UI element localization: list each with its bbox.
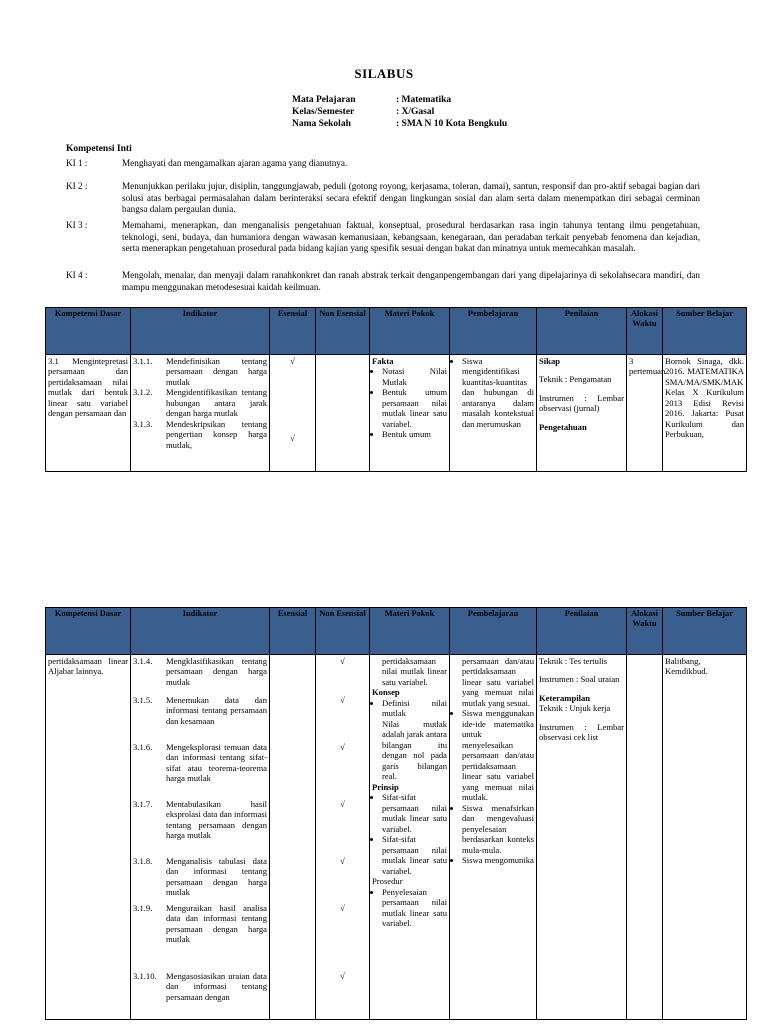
indicator-number: 3.1.8.: [133, 856, 153, 866]
materi-item: • Notasi Nilai Mutlak: [382, 366, 447, 387]
indicator-number: 3.1.1.: [133, 356, 153, 366]
pembelajaran-item: • Siswa menafsirkan dan mengevaluasi penyelesaian berdasarkan konteks mula-mula.: [462, 803, 534, 855]
table-header-row: [46, 608, 747, 655]
header-sumber-belajar: Sumber Belajar: [663, 308, 747, 355]
ki-text: Memahami, menerapkan, dan menganalisis pengetahuan faktual, konseptual, prosedural berdasarkan rasa ingin tahunya tentang ilmu pengetahuan, teknologi, seni, budaya, dan humaniora dengan wawasan kemanusiaan, kebangsaan, kenegaraan, dan peradaban terkait penyebab fenomena dan kejadian, serta menerapkan pengetahuan prosedural pada bidang kajian yang spesifik sesuai dengan bakat dan minatnya untuk memecahkan masalah.: [122, 220, 700, 253]
esensial-cell: [270, 355, 316, 472]
indicator-text: Mendeskripsikan tentang pengertian konsep harga mutlak,: [166, 418, 267, 450]
table-header-row: [46, 308, 747, 355]
materi-lead: pertidaksamaan nilai mutlak linear satu variabel.: [382, 656, 447, 687]
pembelajaran-item: • Siswa menggunakan ide-ide matematika untuk menyelesaikan persamaan dan/atau pertidaksamaan linear satu variabel yang memuat nilai mutlak.: [462, 708, 534, 802]
ki-text: Mengolah, menalar, dan menyaji dalam ranahkonkret dan ranah abstrak terkait denganpengembangan dari yang dipelajarinya di sekolahsecara mandiri, dan mampu menggunakan metodesesuai kaidah keilmuan.: [122, 270, 700, 292]
header-indikator: Indikator: [131, 608, 270, 655]
header-penilaian: Penilaian: [537, 608, 627, 655]
indicator-number: 3.1.7.: [133, 799, 153, 809]
indikator-cell: [131, 655, 270, 1020]
indicator-item: [133, 971, 267, 1002]
penilaian-cell: [537, 355, 627, 472]
header-pembelajaran: Pembelajaran: [450, 608, 537, 655]
header-esensial: Esensial: [270, 608, 316, 655]
materi-item: • Definisi nilai mutlak: [382, 698, 447, 719]
alokasi-waktu-cell: [627, 355, 666, 472]
indicator-number: 3.1.6.: [133, 742, 153, 752]
header-materi-pokok: Materi Pokok: [370, 308, 450, 355]
penilaian-cell: [537, 655, 627, 1020]
materi-item: • Penyelesaian persamaan nilai mutlak linear satu variabel.: [382, 887, 447, 929]
ki-label: KI 3 :: [66, 220, 88, 230]
materi-text: Nilai mutlak adalah jarak antara bilangan itu dengan nol pada garis bilangan real.: [382, 718, 447, 782]
non-esensial-cell: [316, 355, 370, 472]
meta-label: Kelas/Semester: [292, 107, 355, 117]
materi-pokok-cell: [370, 655, 450, 1020]
page-title: SILABUS: [354, 66, 414, 81]
ki-item: [66, 158, 700, 170]
header-kompetensi-dasar: Kompetensi Dasar: [46, 308, 131, 355]
header-penilaian: Penilaian: [537, 308, 627, 355]
check-mark: √: [340, 903, 345, 913]
penilaian-instrumen: Instrumen : Soal uraian: [539, 674, 620, 685]
materi-item: • Bentuk umum persamaan nilai mutlak linear satu variabel.: [382, 387, 447, 429]
indicator-item: [133, 799, 267, 856]
check-mark: √: [340, 695, 345, 705]
header-alokasi-waktu: Alokasi Waktu: [627, 308, 663, 355]
materi-heading: Fakta: [372, 356, 394, 366]
pembelajaran-lead: persamaan dan/atau pertidaksamaan linear satu variabel yang memuat nilai mutlak yang sesuai.: [462, 656, 534, 708]
alokasi-text: 3 pertemuan: [629, 356, 666, 377]
indicator-item: [133, 742, 267, 799]
check-mark: √: [290, 433, 295, 444]
penilaian-teknik: Teknik : Unjuk kerja: [539, 703, 611, 714]
indicator-text: Mengeksplorasi temuan data dan informasi tentang sifat-sifat atau teorema-teorema harga mutlak: [166, 742, 267, 784]
ki-item: [66, 181, 700, 216]
materi-heading-konsep: Konsep: [372, 687, 400, 698]
indicator-item: [133, 419, 267, 450]
indicator-text: Menguraikan hasil analisa data dan informasi tentang persamaan dengan harga mutlak: [166, 903, 267, 945]
materi-item: • Bentuk umum: [382, 429, 447, 439]
header-kompetensi-dasar: Kompetensi Dasar: [46, 608, 131, 655]
ki-text: Menunjukkan perilaku jujur, disiplin, tanggungjawab, peduli (gotong royong, kerjasama, toleran, damai), santun, responsif dan pro-aktif sebagai bagian dari solusi atas berbagai permasalahan dalam berinteraksi secara efektif dengan lingkungan sosial dan alam serta dalam menempatkan diri sebagai cerminan bangsa dalam pergaulan dunia.: [122, 181, 700, 214]
header-non-esensial: Non Esensial: [316, 608, 370, 655]
penilaian-teknik: Teknik : Tes tertulis: [539, 656, 608, 666]
header-sumber-belajar: Sumber Belajar: [663, 608, 747, 655]
ki-label: KI 1 :: [66, 158, 88, 168]
sumber-belajar-cell: [663, 355, 747, 472]
header-materi-pokok: Materi Pokok: [370, 608, 450, 655]
table-row: [46, 355, 747, 472]
ki-text: Menghayati dan mengamalkan ajaran agama yang dianutnya.: [122, 158, 348, 168]
materi-pokok-cell: [370, 355, 450, 472]
indicator-item: [133, 903, 267, 971]
meta-value: : X/Gasal: [396, 107, 435, 117]
kd-text: 3.1 Mengintepretasi persamaan dan pertidaksamaan nilai mutlak dari bentuk linear satu variabel dengan persamaan dan: [48, 356, 128, 419]
check-mark: √: [290, 356, 295, 366]
indicator-text: Mentabulasikan hasil eksprolasi data dan informasi tentang persamaan dengan harga mutlak: [166, 799, 267, 841]
penilaian-keterampilan: Keterampilan: [539, 692, 591, 703]
indicator-number: 3.1.3.: [133, 418, 153, 429]
ki-label: KI 2 :: [66, 181, 88, 191]
non-esensial-cell: [316, 655, 370, 1020]
sumber-text: Balitbang, Kemdikbud.: [665, 656, 708, 677]
indicator-number: 3.1.2.: [133, 387, 153, 398]
check-mark: √: [340, 656, 345, 666]
meta-value: : SMA N 10 Kota Bengkulu: [396, 119, 508, 129]
alokasi-waktu-cell: [627, 655, 663, 1020]
indicator-number: 3.1.9.: [133, 903, 153, 913]
check-mark: √: [340, 742, 345, 752]
check-mark: √: [340, 799, 345, 809]
ki-item: [66, 220, 700, 255]
ki-heading: Kompetensi Inti: [66, 144, 132, 154]
ki-label: KI 4 :: [66, 270, 88, 280]
sumber-text: Bornok Sinaga, dkk. 2016. MATEMATIKA SMA/MA/SMK/MAK Kelas X Kurikulum 2013 Edisi Revisi 2016. Jakarta: Pusat Kurikulum dan Perbukuan,: [665, 356, 744, 440]
header-non-esensial: Non Esensial: [316, 308, 370, 355]
pembelajaran-cell: [450, 355, 537, 472]
indicator-item: [133, 856, 267, 903]
kompetensi-dasar-cell: [46, 355, 131, 472]
header-esensial: Esensial: [270, 308, 316, 355]
sumber-belajar-cell: [663, 655, 747, 1020]
ki-item: [66, 270, 700, 293]
kd-text: pertidaksamaan linear Aljabar lainnya.: [48, 656, 128, 677]
table-row: [46, 655, 747, 1020]
indicator-text: Mendefinisikan tentang persamaan dengan harga mutlak: [166, 356, 267, 387]
syllabus-table-2: [45, 607, 747, 1020]
header-alokasi-waktu: Alokasi Waktu: [627, 608, 663, 655]
meta-label: Nama Sekolah: [292, 119, 351, 129]
indicator-text: Mengklasifikasikan tentang persamaan dengan harga mutlak: [166, 656, 267, 687]
document-meta: [292, 95, 507, 131]
header-pembelajaran: Pembelajaran: [450, 308, 537, 355]
indicator-text: Mengidentifikasikan tentang hubungan antara jarak dengan harga mutlak: [166, 387, 267, 419]
pembelajaran-cell: [450, 655, 537, 1020]
indicator-item: [133, 356, 267, 387]
kompetensi-dasar-cell: [46, 655, 131, 1020]
pembelajaran-item: • Siswa mengidentifikasi kuantitas-kuantitas dan hubungan di antaranya dalam masalah kontekstual dan merumuskan: [462, 356, 534, 429]
penilaian-pengetahuan: Pengetahuan: [539, 421, 587, 432]
indicator-number: 3.1.4.: [133, 656, 153, 666]
indicator-number: 3.1.5.: [133, 695, 153, 705]
indicator-item: [133, 656, 267, 695]
indicator-item: [133, 695, 267, 742]
materi-heading-prosedur: Prosedur: [372, 876, 403, 887]
indicator-item: [133, 387, 267, 418]
penilaian-sikap: Sikap: [539, 356, 561, 366]
check-mark: √: [340, 856, 345, 866]
materi-heading-prinsip: Prinsip: [372, 781, 399, 792]
penilaian-teknik: Teknik : Pengamatan: [539, 374, 612, 385]
penilaian-instrumen: Instrumen : Lembar observasi (jurnal): [539, 392, 624, 414]
esensial-cell: [270, 655, 316, 1020]
syllabus-table-1: [45, 307, 747, 472]
indikator-cell: [131, 355, 270, 472]
header-indikator: Indikator: [131, 308, 270, 355]
indicator-text: Mengasosiasikan uraian data dan informasi tentang persamaan dengan: [166, 971, 267, 1002]
indicator-text: Menemukan data dan informasi tentang persamaan dan kesamaan: [166, 695, 267, 726]
check-mark: √: [340, 971, 345, 981]
meta-label: Mata Pelajaran: [292, 95, 356, 105]
meta-value: : Matematika: [396, 95, 452, 105]
materi-item: • Sifat-sifat persamaan nilai mutlak linear satu variabel.: [382, 792, 447, 834]
indicator-text: Menganalisis tabulasi data dan informasi tentang persamaan dengan harga mutlak: [166, 856, 267, 898]
materi-item: • Sifat-sifat persamaan nilai mutlak linear satu variabel.: [382, 834, 447, 876]
indicator-number: 3.1.10.: [133, 971, 157, 981]
penilaian-instrumen: Instrumen : Lembar observasi cek list: [539, 721, 624, 743]
pembelajaran-item: • Siswa mengomunika: [462, 855, 534, 865]
